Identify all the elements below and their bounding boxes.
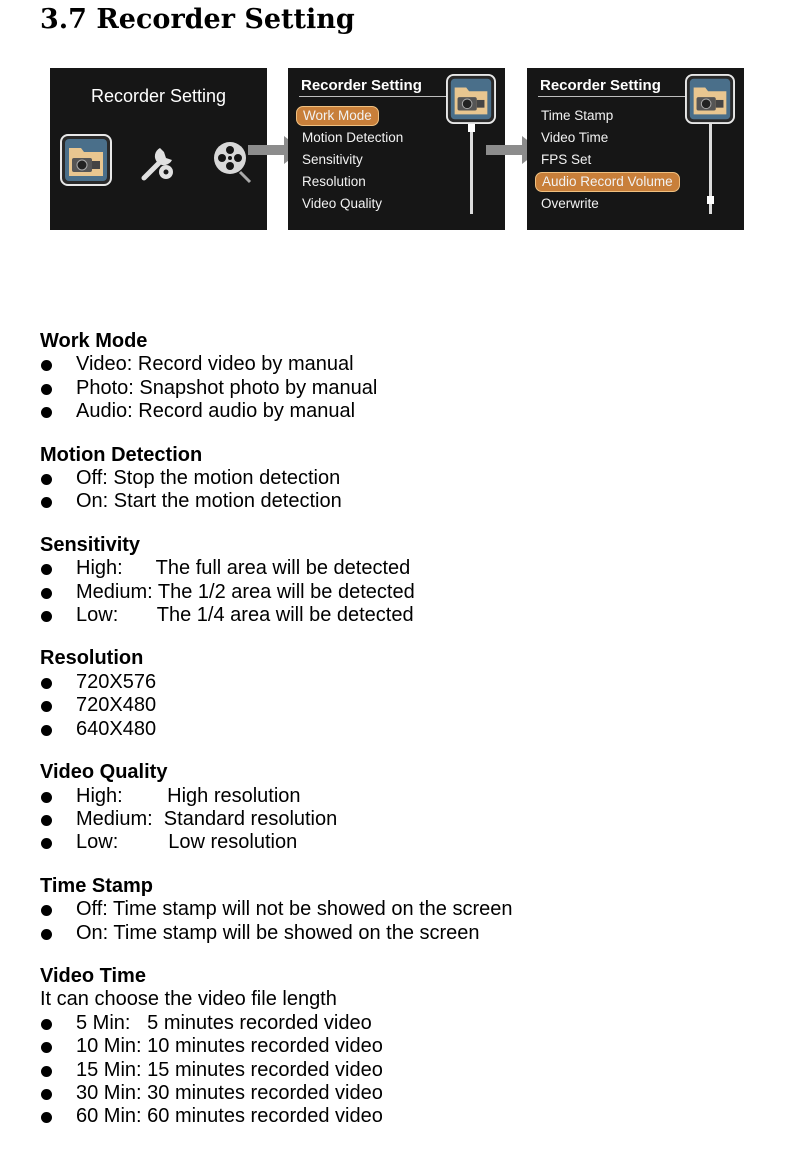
section-intro: It can choose the video file length bbox=[40, 988, 337, 1011]
section-heading: Video Quality bbox=[40, 761, 168, 784]
list-item: On: Start the motion detection bbox=[40, 490, 780, 513]
menu-list bbox=[535, 106, 680, 216]
list-item: 720X576 bbox=[40, 671, 780, 694]
list-item: Video: Record video by manual bbox=[40, 353, 780, 376]
list-item: Medium: Standard resolution bbox=[40, 808, 780, 831]
list-item: Off: Stop the motion detection bbox=[40, 467, 780, 490]
list-item: 15 Min: 15 minutes recorded video bbox=[40, 1059, 780, 1082]
section-work-mode bbox=[40, 330, 780, 424]
section-heading: Resolution bbox=[40, 647, 144, 670]
menu-item-video-time[interactable]: Video Time bbox=[541, 130, 609, 145]
menu-item-time-stamp[interactable]: Time Stamp bbox=[541, 108, 614, 123]
scrollbar-thumb[interactable] bbox=[707, 196, 714, 204]
list-item: Photo: Snapshot photo by manual bbox=[40, 377, 780, 400]
section-heading: Motion Detection bbox=[40, 443, 203, 466]
recorder-setting-menu-page1 bbox=[288, 68, 505, 230]
recorder-setting-main-screen bbox=[50, 68, 267, 230]
scrollbar-thumb[interactable] bbox=[468, 124, 475, 132]
menu-item-audio-record-volume[interactable]: Audio Record Volume bbox=[535, 172, 680, 192]
list-item: Audio: Record audio by manual bbox=[40, 400, 780, 423]
section-video-time bbox=[40, 965, 780, 1129]
section-video-quality bbox=[40, 761, 780, 855]
menu-list bbox=[296, 106, 409, 216]
section-time-stamp bbox=[40, 875, 780, 945]
title-divider bbox=[538, 96, 686, 97]
recorder-setting-menu-page2 bbox=[527, 68, 744, 230]
list-item: Medium: The 1/2 area will be detected bbox=[40, 581, 780, 604]
page-title: 3.7 Recorder Setting bbox=[40, 4, 355, 35]
section-resolution bbox=[40, 647, 780, 741]
menu-title: Recorder Setting bbox=[540, 77, 661, 94]
list-item: 30 Min: 30 minutes recorded video bbox=[40, 1082, 780, 1105]
list-item: Off: Time stamp will not be showed on the screen bbox=[40, 898, 780, 921]
list-item: 60 Min: 60 minutes recorded video bbox=[40, 1105, 780, 1128]
tools-icon[interactable] bbox=[136, 140, 180, 184]
title-divider bbox=[299, 96, 447, 97]
list-item: 5 Min: 5 minutes recorded video bbox=[40, 1012, 780, 1035]
list-item: On: Time stamp will be showed on the screen bbox=[40, 922, 780, 945]
list-item: 720X480 bbox=[40, 694, 780, 717]
section-heading: Video Time bbox=[40, 964, 146, 987]
camera-folder-icon bbox=[446, 74, 496, 124]
screen-title: Recorder Setting bbox=[90, 86, 227, 106]
section-heading: Work Mode bbox=[40, 330, 148, 352]
menu-title: Recorder Setting bbox=[301, 77, 422, 94]
settings-description bbox=[40, 330, 780, 1149]
menu-item-video-quality[interactable]: Video Quality bbox=[302, 196, 383, 211]
list-item: 10 Min: 10 minutes recorded video bbox=[40, 1035, 780, 1058]
menu-item-fps-set[interactable]: FPS Set bbox=[541, 152, 592, 167]
scrollbar-track[interactable] bbox=[470, 124, 473, 214]
menu-item-motion-detection[interactable]: Motion Detection bbox=[302, 130, 404, 145]
menu-item-overwrite[interactable]: Overwrite bbox=[541, 196, 599, 211]
camera-folder-icon[interactable] bbox=[60, 134, 112, 186]
menu-item-sensitivity[interactable]: Sensitivity bbox=[302, 152, 363, 167]
section-heading: Time Stamp bbox=[40, 874, 153, 897]
list-item: Low: Low resolution bbox=[40, 831, 780, 854]
list-item: Low: The 1/4 area will be detected bbox=[40, 604, 780, 627]
list-item: High: The full area will be detected bbox=[40, 557, 780, 580]
menu-item-work-mode[interactable]: Work Mode bbox=[296, 106, 379, 126]
section-sensitivity bbox=[40, 534, 780, 628]
camera-folder-icon bbox=[685, 74, 735, 124]
section-motion-detection bbox=[40, 444, 780, 514]
list-item: 640X480 bbox=[40, 718, 780, 741]
section-heading: Sensitivity bbox=[40, 533, 141, 556]
list-item: High: High resolution bbox=[40, 785, 780, 808]
menu-item-resolution[interactable]: Resolution bbox=[302, 174, 366, 189]
